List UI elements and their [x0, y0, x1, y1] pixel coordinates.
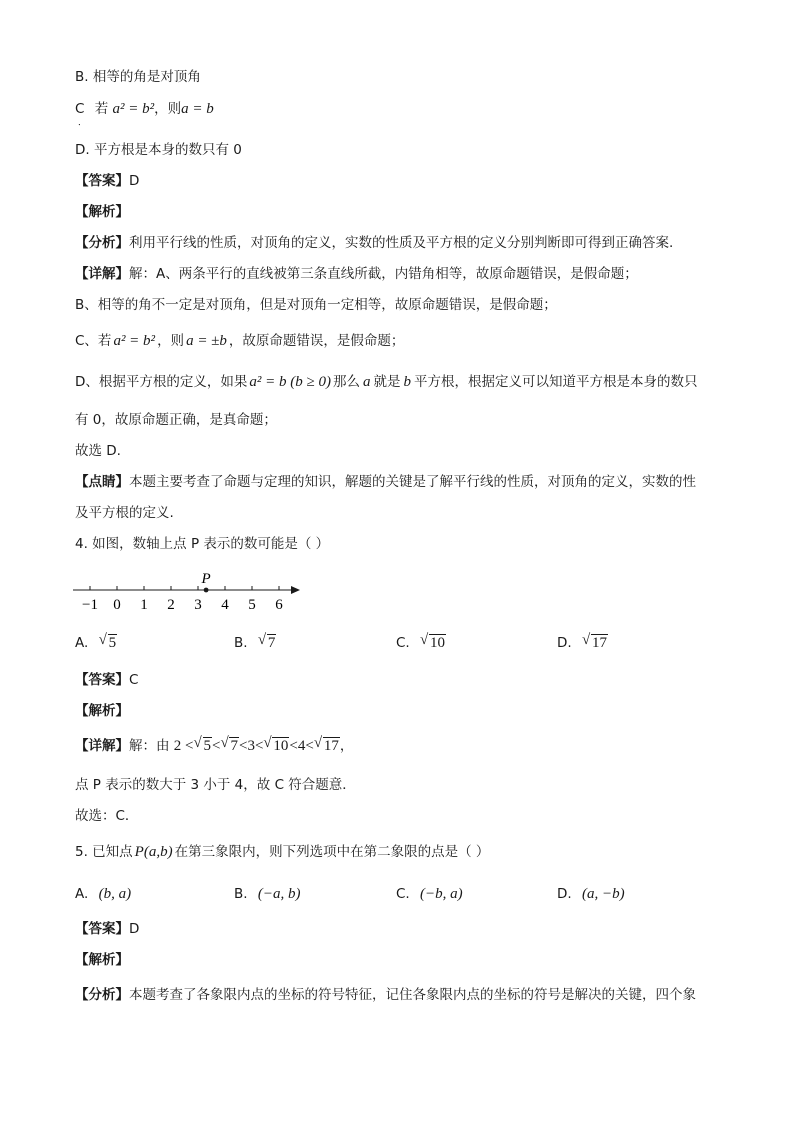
option-letter: A.	[75, 635, 89, 651]
q3-answer	[75, 171, 139, 191]
q3-fenxi	[75, 233, 673, 253]
ineq-end: ，	[339, 738, 354, 754]
ineq-sqrt-5	[194, 736, 213, 756]
radicand: 10	[273, 738, 289, 754]
option-value: (b, a)	[98, 886, 132, 902]
q3-dianjing	[75, 472, 696, 492]
q3-option-c-equation: a² = b²	[112, 101, 155, 117]
option-letter: B.	[234, 635, 248, 651]
ineq-sqrt-10	[263, 736, 289, 756]
number-line-tick-label: 4	[221, 597, 229, 613]
point-p-label: P	[201, 571, 211, 587]
number-line-tick-label: 2	[167, 597, 175, 613]
answer-tag: 【答案】	[75, 921, 129, 937]
radicand: 5	[203, 738, 212, 754]
line-d-equation: a² = b (b ≥ 0)	[249, 374, 331, 390]
line-d-prefix: D、根据平方根的定义，如果	[75, 374, 248, 390]
dianjing-text: 本题主要考查了命题与定理的知识，解题的关键是了解平行线的性质，对顶角的定义，实数的性	[129, 474, 696, 490]
q5-answer	[75, 919, 139, 939]
q4-option-a	[75, 633, 117, 653]
q4-option-b	[234, 633, 276, 653]
sqrt-icon: √	[581, 632, 591, 648]
number-line-ticks	[90, 586, 279, 590]
xiangjie-text-a: 解：A、两条平行的直线被第三条直线所截，内错角相等，故原命题错误，是假命题；	[129, 266, 638, 282]
q3-line-d2: 有 0，故原命题正确，是真命题；	[75, 412, 277, 428]
q5-stem-suffix: 在第三象限内，则下列选项中在第二象限的点是（ ）	[174, 844, 490, 860]
sqrt-icon: √	[420, 632, 429, 648]
ineq-part: <	[212, 738, 221, 754]
analysis-tag: 【解析】	[75, 204, 129, 220]
q5-analysis-tag	[75, 950, 129, 970]
number-line-tick-labels	[82, 597, 283, 613]
q3-option-c-then: ，则	[154, 101, 182, 117]
answer-value: D	[129, 921, 140, 937]
number-line-arrow-icon	[291, 586, 300, 594]
q4-option-d	[557, 633, 608, 653]
q5-option-c	[396, 884, 463, 904]
radicand: 10	[430, 635, 446, 651]
line-c-equation: a² = b²	[113, 333, 156, 349]
number-line-tick-label: 1	[140, 597, 148, 613]
sqrt-icon: √	[193, 735, 202, 751]
radicand: 7	[230, 738, 238, 754]
option-letter: D.	[557, 635, 572, 651]
sqrt-icon: √	[98, 632, 107, 648]
sqrt-icon: √	[263, 735, 272, 751]
sqrt-icon: √	[220, 735, 229, 751]
q3-option-d: D. 平方根是本身的数只有 0	[75, 142, 242, 158]
q3-analysis-tag	[75, 202, 129, 222]
option-letter: C.	[396, 635, 410, 651]
answer-value: C	[129, 672, 139, 688]
q5-stem	[75, 842, 489, 862]
q3-line-c	[75, 331, 404, 351]
option-value: (−a, b)	[257, 886, 301, 902]
option-c-sqrt	[420, 633, 446, 653]
option-value: (a, −b)	[581, 886, 625, 902]
q4-line2: 点 P 表示的数大于 3 小于 4，故 C 符合题意．	[75, 777, 356, 793]
q5-option-a	[75, 884, 131, 904]
line-d-suffix: 平方根，根据定义可以知道平方根是本身的数只	[414, 374, 698, 390]
fenxi-tag: 【分析】	[75, 987, 129, 1003]
q3-dianjing-2: 及平方根的定义.	[75, 505, 174, 521]
line-c-result: a = ±b	[186, 333, 227, 349]
q3-option-b: B. 相等的角是对顶角	[75, 69, 201, 85]
q5-stem-point: P(a,b)	[134, 844, 173, 860]
line-c-suffix: ，故原命题错误，是假命题；	[228, 333, 405, 349]
q3-line-d	[75, 372, 698, 392]
xiangjie-tag: 【详解】	[75, 738, 129, 754]
radicand: 5	[108, 635, 117, 651]
q3-option-c-conclusion: a = b	[181, 101, 214, 117]
number-line-tick-label: −1	[82, 597, 98, 613]
option-b-sqrt	[258, 633, 277, 653]
q3-option-c	[75, 99, 214, 119]
ineq-part: <4<	[289, 738, 314, 754]
ineq-sqrt-17	[314, 736, 340, 756]
option-letter: C.	[396, 886, 410, 902]
q5-stem-prefix: 5. 已知点	[75, 844, 133, 860]
sqrt-icon: √	[313, 735, 323, 751]
line-c-then: ，则	[157, 333, 185, 349]
analysis-tag: 【解析】	[75, 703, 129, 719]
fenxi-text: 利用平行线的性质，对顶角的定义，实数的性质及平方根的定义分别判断即可得到正确答案.	[129, 235, 674, 251]
line-d-is: 就是	[373, 374, 401, 390]
option-d-sqrt	[582, 633, 608, 653]
line-d-then: 那么	[333, 374, 360, 390]
line-d-var-a: a	[363, 374, 371, 390]
radicand: 17	[323, 738, 339, 754]
ineq-part: <3<	[238, 738, 264, 754]
q4-analysis-tag	[75, 701, 129, 721]
point-p-dot	[204, 588, 209, 593]
answer-value: D	[129, 173, 140, 189]
sqrt-icon: √	[257, 632, 267, 648]
q3-option-c-if: 若	[94, 101, 109, 117]
option-value: (−b, a)	[420, 886, 463, 902]
option-letter: B.	[234, 886, 248, 902]
ineq-part: 2 <	[173, 738, 194, 754]
q4-answer	[75, 670, 138, 690]
number-line-tick-label: 0	[113, 597, 121, 613]
q3-line-b: B、相等的角不一定是对顶角，但是对顶角一定相等，故原命题错误，是假命题；	[75, 297, 557, 313]
xiangjie-prefix: 解：由	[129, 738, 170, 754]
q4-stem: 4. 如图，数轴上点 P 表示的数可能是（ ）	[75, 536, 330, 552]
line-d-var-b: b	[403, 374, 411, 390]
q5-option-d	[557, 884, 625, 904]
q3-option-c-dot: ．	[78, 118, 88, 128]
radicand: 7	[267, 635, 276, 651]
xiangjie-tag: 【详解】	[75, 266, 129, 282]
q4-choose: 故选：C．	[75, 808, 139, 824]
analysis-tag: 【解析】	[75, 952, 129, 968]
option-letter: D.	[557, 886, 572, 902]
q4-option-c	[396, 633, 446, 653]
radicand: 17	[591, 635, 607, 651]
number-line-tick-label: 6	[275, 597, 283, 613]
option-a-sqrt	[99, 633, 118, 653]
ineq-sqrt-7	[220, 736, 239, 756]
answer-tag: 【答案】	[75, 672, 129, 688]
fenxi-text: 本题考查了各象限内点的坐标的符号特征，记住各象限内点的坐标的符号是解决的关键，四个象	[129, 987, 696, 1003]
q3-option-c-letter: C	[75, 101, 85, 117]
line-c-prefix: C、若	[75, 333, 112, 349]
q5-option-b	[234, 884, 300, 904]
q3-xiangjie	[75, 264, 638, 284]
q5-fenxi	[75, 985, 696, 1005]
option-letter: A.	[75, 886, 89, 902]
number-line-tick-label: 3	[194, 597, 202, 613]
dianjing-tag: 【点睛】	[75, 474, 129, 490]
q3-choose: 故选 D.	[75, 443, 121, 459]
number-line-tick-label: 5	[248, 597, 256, 613]
number-line	[70, 568, 310, 616]
fenxi-tag: 【分析】	[75, 235, 129, 251]
answer-tag: 【答案】	[75, 173, 129, 189]
q4-xiangjie	[75, 736, 353, 756]
